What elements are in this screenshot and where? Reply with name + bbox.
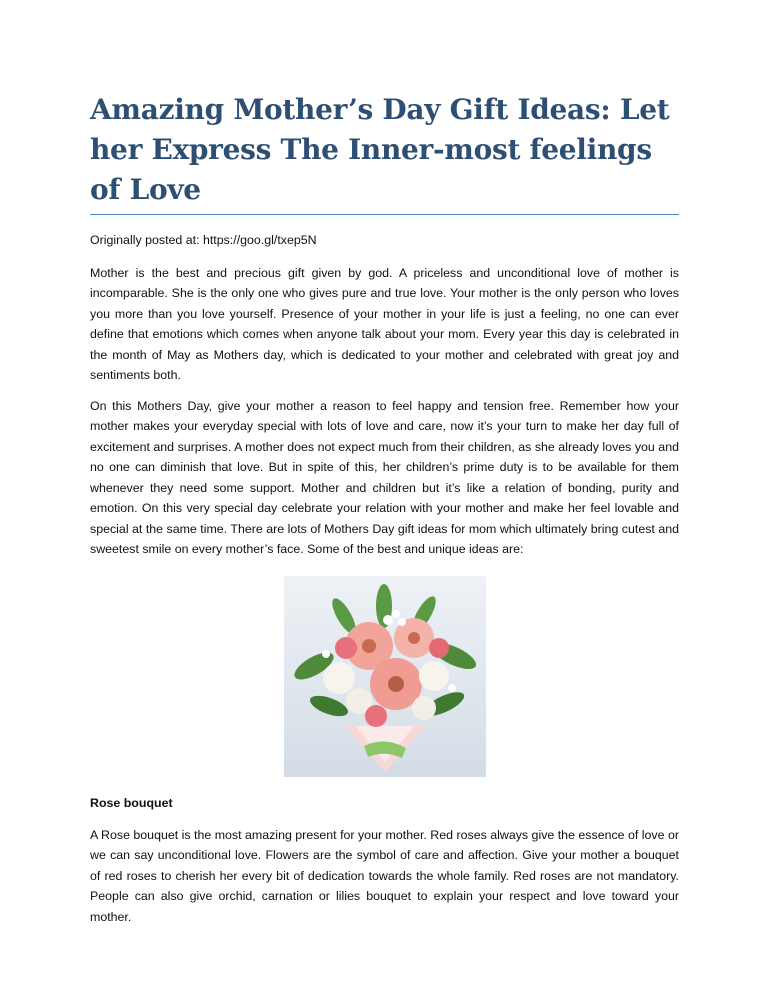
posted-at-line: Originally posted at: https://goo.gl/txep5N [90, 233, 317, 247]
flower-bouquet-image [284, 576, 486, 777]
document-title: Amazing Mother’s Day Gift Ideas: Let her Express The Inner-most feelings of Love [90, 90, 679, 215]
mothers-day-paragraph: On this Mothers Day, give your mother a reason to feel happy and tension free. Remember how your mother makes your everyday special with lots of love and care, now it’s your turn to make her day full of excitement and surprises. A mother does not expect much from their children, as she already loves you and no one can diminish that love. But in spite of this, her children’s prime duty is to be available for them whenever they need some support. Mother and children but it’s like a relation of bonding, purity and emotion. On this very special day celebrate your relation with your mother and make her feel lovable and special at the same time. There are lots of Mothers Day gift ideas for mom which ultimately bring cutest and sweetest smile on every mother’s face. Some of the best and unique ideas are: [90, 398, 679, 556]
section-heading: Rose bouquet [90, 795, 173, 810]
document-page [90, 90, 679, 927]
rose-bouquet-paragraph: A Rose bouquet is the most amazing present for your mother. Red roses always give the essence of love or we can say unconditional love. Flowers are the symbol of care and affection. Give your mother a bouquet of red roses to cherish her every bit of dedication towards the whole family. Red roses are not mandatory. People can also give orchid, carnation or lilies bouquet to explain your respect and love toward your mother. [90, 827, 679, 924]
intro-paragraph: Mother is the best and precious gift given by god. A priceless and unconditional love of mother is incomparable. She is the only one who gives pure and true love. Your mother is the only person who loves you more than you love yourself. Presence of your mother in your life is just a feeling, no one can ever define that emotions which comes when anyone talk about your mom. Every year this day is celebrated in the month of May as Mothers day, which is dedicated to your mother and celebrated with great joy and sentiments both. [90, 265, 679, 382]
